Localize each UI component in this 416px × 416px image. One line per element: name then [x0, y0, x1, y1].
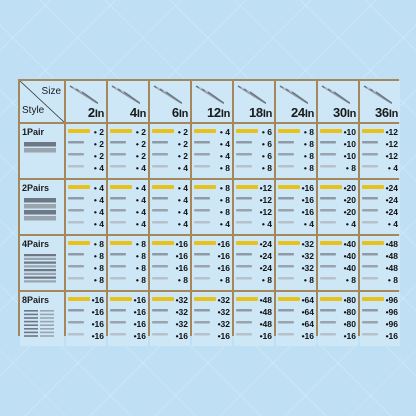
quantity-value: • 8 [345, 163, 356, 173]
size-number: 30 [332, 105, 347, 120]
quantity-value: •40 [343, 239, 356, 249]
hardware-parts-image [235, 183, 259, 231]
size-label [207, 105, 230, 120]
quantity-value: •24 [385, 183, 398, 193]
hardware-parts-image [361, 295, 385, 343]
quantity-value: •16 [91, 319, 104, 329]
size-label [249, 105, 272, 120]
quantity-value: • 4 [93, 163, 104, 173]
quantity-value: •48 [259, 307, 272, 317]
quantity-value: • 8 [303, 151, 314, 161]
quantity-value: •12 [385, 127, 398, 137]
quantity-value: • 8 [345, 275, 356, 285]
size-unit: In [388, 108, 398, 120]
quantity-value: •16 [133, 319, 146, 329]
hardware-parts-image [277, 183, 301, 231]
quantity-list [302, 294, 314, 342]
size-number: 2 [87, 105, 95, 120]
size-label [291, 105, 314, 120]
quantity-value: • 2 [93, 151, 104, 161]
hardware-parts-image [109, 127, 133, 175]
quantity-cell [108, 292, 148, 346]
quantity-value: • 6 [261, 127, 272, 137]
quantity-value: • 4 [177, 219, 188, 229]
quantity-list [220, 182, 230, 230]
quantity-value: • 8 [261, 275, 272, 285]
quantity-value: • 4 [177, 207, 188, 217]
size-number: 24 [290, 105, 305, 120]
quantity-cell [66, 180, 106, 234]
quantity-cell [360, 124, 400, 178]
quantity-value: • 8 [135, 251, 146, 261]
quantity-cell [360, 236, 400, 290]
size-style-table [18, 79, 399, 341]
table-corner-header [20, 81, 64, 122]
quantity-cell [234, 292, 274, 346]
hardware-parts-image [277, 239, 301, 287]
quantity-value: • 8 [219, 275, 230, 285]
quantity-value: • 4 [135, 207, 146, 217]
quantity-list [386, 294, 398, 342]
quantity-cell [276, 236, 316, 290]
quantity-list [344, 294, 356, 342]
hardware-parts-image [151, 295, 175, 343]
quantity-value: • 2 [135, 127, 146, 137]
quantity-list [94, 238, 104, 286]
quantity-list [136, 126, 146, 174]
quantity-list [344, 238, 356, 286]
hardware-parts-image [109, 183, 133, 231]
quantity-value: • 4 [219, 127, 230, 137]
quantity-value: • 8 [135, 275, 146, 285]
drawer-slide-pairs-image [24, 142, 60, 174]
quantity-value: •12 [259, 195, 272, 205]
quantity-value: • 8 [135, 239, 146, 249]
quantity-value: •16 [175, 331, 188, 341]
quantity-value: •48 [259, 295, 272, 305]
hardware-parts-image [67, 295, 91, 343]
quantity-value: •32 [217, 319, 230, 329]
quantity-value: • 8 [219, 195, 230, 205]
quantity-cell [108, 124, 148, 178]
quantity-value: • 4 [219, 151, 230, 161]
quantity-value: •64 [301, 319, 314, 329]
drawer-slide-bundle-image [278, 83, 308, 105]
quantity-list [134, 294, 146, 342]
style-label: 2Pairs [22, 183, 50, 193]
style-label: 4Pairs [22, 239, 50, 249]
hardware-parts-image [361, 127, 385, 175]
quantity-cell [318, 180, 358, 234]
quantity-cell [234, 180, 274, 234]
quantity-value: •16 [343, 331, 356, 341]
quantity-value: •10 [343, 127, 356, 137]
quantity-list [94, 126, 104, 174]
quantity-value: •48 [385, 239, 398, 249]
size-column-header [276, 81, 316, 122]
quantity-value: •32 [175, 319, 188, 329]
quantity-list [260, 238, 272, 286]
hardware-parts-image [319, 183, 343, 231]
size-label [172, 105, 188, 120]
quantity-list [386, 126, 398, 174]
hardware-parts-image [109, 239, 133, 287]
quantity-value: • 2 [93, 139, 104, 149]
quantity-list [92, 294, 104, 342]
quantity-value: •32 [217, 295, 230, 305]
quantity-list [344, 126, 356, 174]
quantity-cell [318, 236, 358, 290]
quantity-cell [192, 124, 232, 178]
quantity-cell [192, 292, 232, 346]
quantity-cell [192, 236, 232, 290]
quantity-list [386, 238, 398, 286]
quantity-value: •80 [343, 307, 356, 317]
quantity-value: •32 [175, 307, 188, 317]
quantity-value: • 4 [135, 183, 146, 193]
quantity-value: •24 [259, 239, 272, 249]
style-heading: Style [22, 105, 45, 116]
quantity-value: •16 [301, 207, 314, 217]
quantity-value: • 4 [135, 195, 146, 205]
quantity-cell [150, 124, 190, 178]
quantity-cell [108, 180, 148, 234]
quantity-cell [66, 124, 106, 178]
quantity-cell [150, 180, 190, 234]
hardware-parts-image [319, 127, 343, 175]
drawer-slide-pairs-image [24, 310, 60, 342]
quantity-cell [276, 292, 316, 346]
quantity-value: •48 [385, 251, 398, 261]
quantity-list [260, 294, 272, 342]
quantity-value: •32 [175, 295, 188, 305]
quantity-value: •80 [343, 319, 356, 329]
quantity-cell [360, 180, 400, 234]
size-unit: In [346, 108, 356, 120]
quantity-list [386, 182, 398, 230]
quantity-cell [108, 236, 148, 290]
quantity-value: • 4 [303, 219, 314, 229]
quantity-cell [276, 180, 316, 234]
quantity-value: • 8 [219, 183, 230, 193]
quantity-value: •16 [217, 263, 230, 273]
quantity-value: •16 [133, 295, 146, 305]
quantity-value: •16 [175, 239, 188, 249]
size-column-header [360, 81, 400, 122]
hardware-parts-image [235, 295, 259, 343]
quantity-value: •10 [343, 151, 356, 161]
quantity-value: •96 [385, 307, 398, 317]
quantity-cell [150, 292, 190, 346]
hardware-parts-image [193, 295, 217, 343]
quantity-list [220, 126, 230, 174]
quantity-value: • 4 [261, 219, 272, 229]
hardware-parts-image [151, 183, 175, 231]
quantity-value: •12 [259, 207, 272, 217]
size-unit: In [136, 108, 146, 120]
quantity-value: •40 [343, 251, 356, 261]
hardware-parts-image [193, 239, 217, 287]
quantity-value: • 2 [135, 139, 146, 149]
quantity-value: •24 [385, 207, 398, 217]
quantity-list [94, 182, 104, 230]
quantity-value: • 4 [177, 163, 188, 173]
quantity-value: • 4 [219, 139, 230, 149]
size-unit: In [220, 108, 230, 120]
quantity-value: • 8 [303, 163, 314, 173]
quantity-value: •16 [301, 331, 314, 341]
quantity-list [260, 182, 272, 230]
drawer-slide-pairs-image [24, 198, 60, 230]
hardware-parts-image [277, 127, 301, 175]
quantity-cell [66, 236, 106, 290]
drawer-slide-pairs-image [24, 254, 60, 286]
quantity-value: • 6 [261, 151, 272, 161]
quantity-list [178, 182, 188, 230]
quantity-value: • 8 [93, 251, 104, 261]
quantity-cell [276, 124, 316, 178]
quantity-value: •48 [385, 263, 398, 273]
size-heading: Size [41, 86, 61, 97]
size-unit: In [178, 108, 188, 120]
quantity-value: • 8 [303, 275, 314, 285]
quantity-list [136, 182, 146, 230]
style-row-header [20, 180, 64, 234]
quantity-list [136, 238, 146, 286]
style-row-header [20, 124, 64, 178]
quantity-value: •10 [343, 139, 356, 149]
quantity-value: •16 [133, 331, 146, 341]
quantity-value: • 8 [219, 163, 230, 173]
size-label [130, 105, 146, 120]
quantity-value: •48 [259, 319, 272, 329]
quantity-value: •12 [385, 139, 398, 149]
quantity-value: •32 [301, 239, 314, 249]
quantity-value: • 8 [303, 139, 314, 149]
drawer-slide-bundle-image [68, 83, 98, 105]
quantity-cell [234, 236, 274, 290]
quantity-value: • 8 [387, 275, 398, 285]
size-label [375, 105, 398, 120]
quantity-list [178, 126, 188, 174]
quantity-list [262, 126, 272, 174]
drawer-slide-bundle-image [110, 83, 140, 105]
quantity-value: • 4 [177, 183, 188, 193]
quantity-list [302, 238, 314, 286]
quantity-value: •32 [301, 251, 314, 261]
quantity-value: •16 [91, 331, 104, 341]
quantity-value: •16 [301, 195, 314, 205]
quantity-value: •16 [217, 239, 230, 249]
drawer-slide-bundle-image [362, 83, 392, 105]
size-label [333, 105, 356, 120]
quantity-value: • 4 [177, 195, 188, 205]
quantity-value: • 4 [93, 195, 104, 205]
quantity-value: • 8 [93, 239, 104, 249]
quantity-value: •24 [259, 251, 272, 261]
quantity-cell [150, 236, 190, 290]
quantity-value: •16 [91, 307, 104, 317]
drawer-slide-bundle-image [152, 83, 182, 105]
quantity-value: •20 [343, 195, 356, 205]
quantity-value: •16 [259, 331, 272, 341]
size-label [88, 105, 104, 120]
quantity-value: • 4 [345, 219, 356, 229]
size-number: 36 [374, 105, 389, 120]
quantity-value: •80 [343, 295, 356, 305]
size-number: 12 [206, 105, 221, 120]
quantity-list [302, 182, 314, 230]
size-column-header [234, 81, 274, 122]
hardware-parts-image [361, 183, 385, 231]
quantity-cell [318, 292, 358, 346]
style-row-header [20, 292, 64, 346]
quantity-value: • 8 [93, 263, 104, 273]
hardware-parts-image [193, 127, 217, 175]
quantity-value: •20 [343, 183, 356, 193]
quantity-cell [66, 292, 106, 346]
quantity-value: •16 [133, 307, 146, 317]
size-unit: In [94, 108, 104, 120]
quantity-cell [192, 180, 232, 234]
size-number: 18 [248, 105, 263, 120]
quantity-value: • 4 [387, 219, 398, 229]
quantity-value: • 8 [93, 275, 104, 285]
quantity-cell [234, 124, 274, 178]
size-number: 6 [171, 105, 179, 120]
drawer-slide-bundle-image [194, 83, 224, 105]
drawer-slide-bundle-image [236, 83, 266, 105]
quantity-value: •96 [385, 319, 398, 329]
quantity-list [176, 294, 188, 342]
quantity-value: •32 [217, 307, 230, 317]
quantity-value: • 8 [219, 207, 230, 217]
quantity-value: •16 [217, 251, 230, 261]
quantity-value: •16 [175, 263, 188, 273]
size-number: 4 [129, 105, 137, 120]
quantity-value: • 2 [177, 127, 188, 137]
hardware-parts-image [67, 127, 91, 175]
quantity-list [344, 182, 356, 230]
quantity-value: • 8 [135, 263, 146, 273]
style-label: 1Pair [22, 127, 45, 137]
quantity-value: • 6 [261, 139, 272, 149]
size-unit: In [304, 108, 314, 120]
quantity-value: •96 [385, 295, 398, 305]
quantity-cell [318, 124, 358, 178]
size-column-header [150, 81, 190, 122]
hardware-parts-image [193, 183, 217, 231]
quantity-value: • 4 [93, 183, 104, 193]
hardware-parts-image [319, 239, 343, 287]
quantity-value: • 8 [261, 163, 272, 173]
size-unit: In [262, 108, 272, 120]
size-column-header [318, 81, 358, 122]
quantity-value: •32 [301, 263, 314, 273]
quantity-value: •16 [91, 295, 104, 305]
quantity-cell [360, 292, 400, 346]
size-column-header [66, 81, 106, 122]
quantity-value: •24 [385, 195, 398, 205]
hardware-parts-image [151, 127, 175, 175]
quantity-value: •24 [259, 263, 272, 273]
hardware-parts-image [361, 239, 385, 287]
hardware-parts-image [67, 239, 91, 287]
quantity-list [176, 238, 188, 286]
quantity-value: • 8 [177, 275, 188, 285]
quantity-value: • 4 [93, 219, 104, 229]
quantity-value: • 8 [303, 127, 314, 137]
quantity-value: •64 [301, 307, 314, 317]
size-column-header [192, 81, 232, 122]
quantity-value: • 2 [177, 139, 188, 149]
hardware-parts-image [67, 183, 91, 231]
quantity-value: • 4 [219, 219, 230, 229]
hardware-parts-image [151, 239, 175, 287]
quantity-value: •64 [301, 295, 314, 305]
drawer-slide-bundle-image [320, 83, 350, 105]
quantity-value: • 4 [135, 163, 146, 173]
hardware-parts-image [277, 295, 301, 343]
style-label: 8Pairs [22, 295, 50, 305]
quantity-value: • 2 [135, 151, 146, 161]
hardware-parts-image [235, 239, 259, 287]
quantity-value: •16 [217, 331, 230, 341]
quantity-list [218, 238, 230, 286]
quantity-value: • 4 [93, 207, 104, 217]
style-row-header [20, 236, 64, 290]
quantity-value: • 2 [177, 151, 188, 161]
hardware-parts-image [109, 295, 133, 343]
quantity-value: • 2 [93, 127, 104, 137]
quantity-value: • 4 [135, 219, 146, 229]
quantity-value: •12 [385, 151, 398, 161]
quantity-value: •16 [301, 183, 314, 193]
hardware-parts-image [319, 295, 343, 343]
quantity-value: •40 [343, 263, 356, 273]
quantity-value: •20 [343, 207, 356, 217]
quantity-value: • 4 [387, 163, 398, 173]
quantity-value: •12 [259, 183, 272, 193]
quantity-list [218, 294, 230, 342]
quantity-list [304, 126, 314, 174]
size-column-header [108, 81, 148, 122]
quantity-value: •16 [175, 251, 188, 261]
hardware-parts-image [235, 127, 259, 175]
quantity-value: •16 [385, 331, 398, 341]
